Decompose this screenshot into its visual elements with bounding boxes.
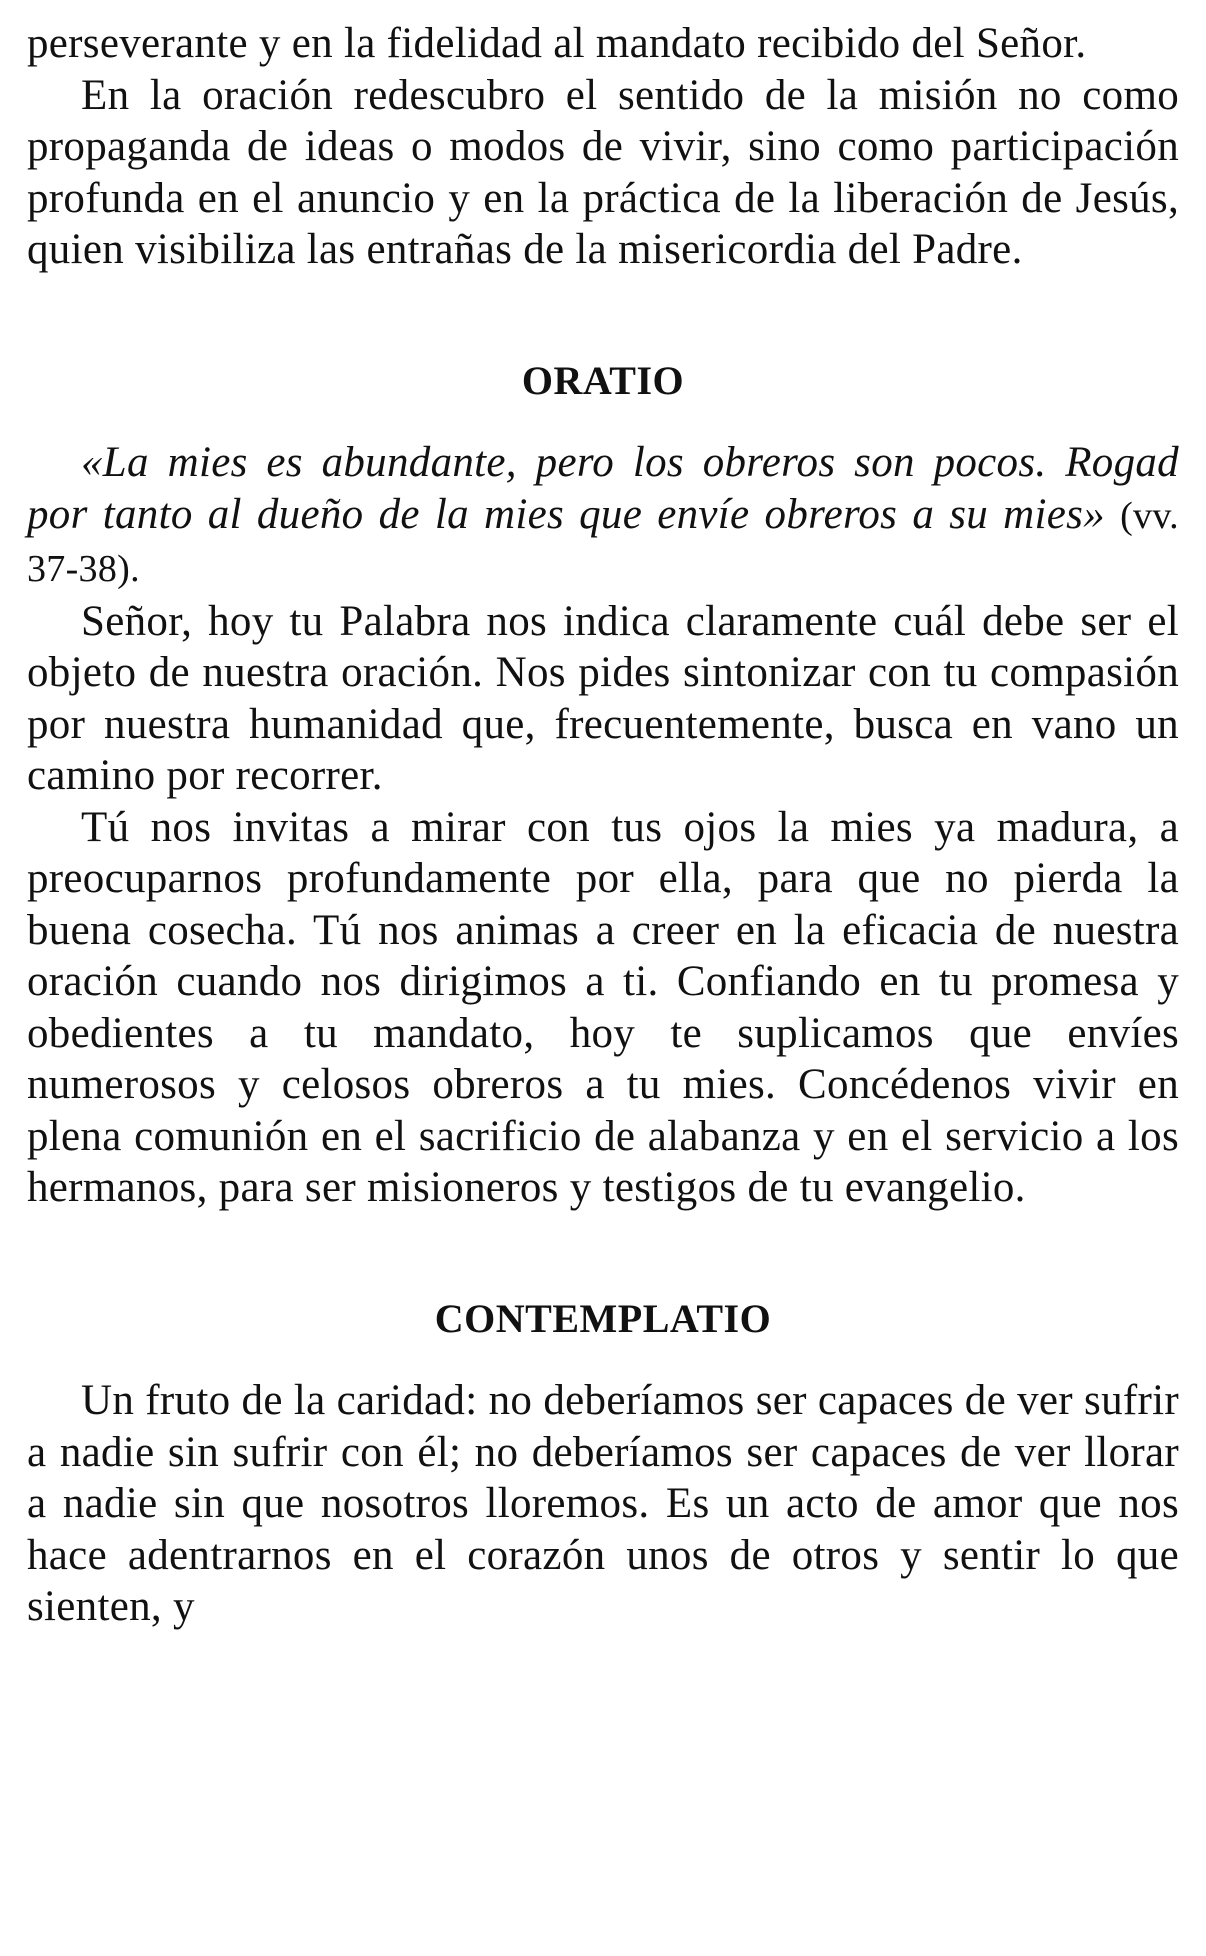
paragraph-prayer-2: Tú nos invitas a mirar con tus ojos la mies ya madura, a preocuparnos profundamente por ella, para que no pierda la buena cosecha. Tú nos animas a creer en la eficacia de nuestra oración cuando nos dirigimos a ti. Confiando en tu promesa y obedientes a tu mandato, hoy te suplicamos que envíes numerosos y celosos obreros a tu mies. Concédenos vivir en plena comunión en el sacrificio de alabanza y en el servicio a los hermanos, para ser misioneros y testigos de tu evangelio.: [27, 803, 1179, 1211]
section-heading-contemplatio: CONTEMPLATIO: [434, 1295, 772, 1341]
spacer: [27, 406, 1179, 437]
paragraph-continuation: perseverante y en la fidelidad al mandato recibido del Señor.: [27, 20, 1087, 67]
spacer: [27, 1344, 1179, 1375]
scripture-quote: [27, 437, 1179, 596]
spacer: [27, 276, 1179, 355]
spacer: [27, 1214, 1179, 1293]
verse-reference: (vv. 37-38).: [27, 494, 1179, 590]
document-page: [27, 18, 1179, 1633]
paragraph-mission: En la oración redescubro el sentido de la misión no como propaganda de ideas o modos de vivir, sino como participación profunda en el anuncio y en la práctica de la liberación de Jesús, quien visibiliza las entrañas de la misericordia del Padre.: [27, 71, 1179, 273]
quote-text: «La mies es abundante, pero los obreros son pocos. Rogad por tanto al dueño de la mies que envíe obreros a su mies»: [27, 439, 1179, 538]
section-heading-oratio: ORATIO: [521, 357, 685, 403]
paragraph-contemplatio: Un fruto de la caridad: no deberíamos ser capaces de ver sufrir a nadie sin sufrir con él; no deberíamos ser capaces de ver llorar a nadie sin que nosotros lloremos. Es un acto de amor que nos hace adentrarnos en el corazón unos de otros y sentir lo que sienten, y: [27, 1377, 1179, 1630]
paragraph-prayer-1: Señor, hoy tu Palabra nos indica claramente cuál debe ser el objeto de nuestra oración. Nos pides sintonizar con tu compasión por nuestra humanidad que, frecuentemente, busca en vano un camino por recorrer.: [27, 597, 1179, 799]
